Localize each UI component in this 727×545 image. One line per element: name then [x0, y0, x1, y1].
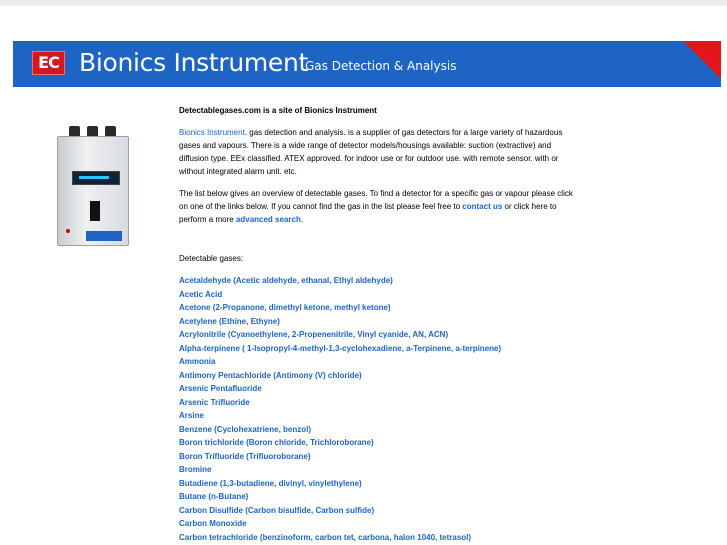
device-led [66, 229, 70, 233]
gas-link[interactable]: Arsenic Pentafluoride [179, 384, 262, 393]
bionics-link[interactable]: Bionics Instrument [179, 128, 245, 137]
intro-title: Detectablegases.com is a site of Bionics Instrument [179, 106, 377, 115]
contact-us-link[interactable]: contact us [462, 202, 503, 211]
gas-link[interactable]: Alpha-terpinene ( 1-Isopropyl-4-methyl-1,3-cyclohexadiene, a-Terpinene, a-terpinene) [179, 343, 502, 353]
gas-link[interactable]: Acetone (2-Propanone, dimethyl ketone, methyl ketone) [179, 303, 391, 312]
gas-list [179, 274, 579, 544]
list-item [179, 423, 579, 437]
gas-link[interactable]: Boron Trifluoride (Trifluoroborane) [179, 451, 311, 461]
list-item [179, 342, 579, 356]
gas-link[interactable]: Acetaldehyde (Acetic aldehyde, ethanal, Ethyl aldehyde) [179, 276, 393, 285]
list-item [179, 504, 579, 518]
overview-text: . [300, 215, 304, 224]
gas-link[interactable]: Bromine [179, 465, 212, 474]
intro-text: . gas detection and analysis. is a supplier of gas detectors for a large variety of hazardous gases and vapours. There is a wide range of detector models/housings available: suction (extractive) and diffusion type. EEx classified. ATEX approved. for indoor use or for outdoor use. with remote sensor. with or without integrated alarm unit. etc. [179, 128, 563, 176]
advanced-search-link[interactable]: advanced search [235, 215, 301, 224]
list-item [179, 301, 579, 315]
list-item [179, 382, 579, 396]
gas-link[interactable]: Carbon tetrachloride (benzinoform, carbon tet, carbona, halon 1040, tetrasol) [179, 532, 472, 542]
list-item [179, 436, 579, 450]
gas-link[interactable]: Acrylonitrile (Cyanoethylene, 2-Propenenitrile, Vinyl cyanide, AN, ACN) [179, 330, 449, 339]
device-label [86, 231, 122, 241]
device-slot [90, 201, 100, 221]
gas-link[interactable]: Boron trichloride (Boron chloride, Trichloroborane) [179, 438, 374, 447]
list-item [179, 274, 579, 288]
gas-link[interactable]: Butadiene (1,3-butadiene, divinyl, vinylethylene) [179, 478, 362, 488]
page [0, 6, 727, 545]
header-banner [13, 41, 721, 87]
banner-corner-decoration [683, 41, 721, 79]
brand-tagline: Gas Detection & Analysis [305, 59, 457, 73]
list-item [179, 328, 579, 342]
company-logo[interactable]: EC [32, 51, 65, 75]
list-item [179, 396, 579, 410]
overview-text: The list below gives an overview of detectable gases. To find a detector for a specific gas or vapour please click on one of the links below. If you cannot find the gas in the list please feel free to [179, 189, 573, 211]
list-item [179, 288, 579, 302]
brand-name[interactable]: Bionics Instrument [79, 48, 309, 77]
intro-paragraph [179, 126, 579, 178]
list-item [179, 517, 579, 531]
gas-detector-image [55, 126, 130, 246]
list-item [179, 531, 579, 545]
gas-link[interactable]: Butane (n-Butane) [179, 492, 249, 501]
list-item [179, 477, 579, 491]
gas-link[interactable]: Carbon Monoxide [179, 519, 247, 528]
list-item [179, 369, 579, 383]
gases-heading: Detectable gases: [179, 254, 244, 263]
list-item [179, 409, 579, 423]
gas-link[interactable]: Ammonia [179, 357, 216, 366]
gas-link[interactable]: Carbon Disulfide (Carbon bisulfide, Carbon sulfide) [179, 505, 375, 515]
list-item [179, 450, 579, 464]
device-housing [57, 136, 129, 246]
gas-link[interactable]: Arsenic Trifluoride [179, 397, 250, 407]
gas-link[interactable]: Benzene (Cyclohexatriene, benzol) [179, 424, 312, 434]
list-item [179, 315, 579, 329]
list-item [179, 463, 579, 477]
gas-link[interactable]: Acetic Acid [179, 289, 223, 299]
list-item [179, 355, 579, 369]
main-content [179, 104, 579, 544]
gas-link[interactable]: Arsine [179, 411, 204, 420]
list-item [179, 490, 579, 504]
overview-text: or click here to perform a more [179, 202, 557, 224]
device-display [72, 171, 120, 185]
overview-paragraph [179, 187, 579, 226]
gas-link[interactable]: Antimony Pentachloride (Antimony (V) chloride) [179, 370, 362, 380]
gas-link[interactable]: Acetylene (Ethine, Ethyne) [179, 316, 280, 326]
